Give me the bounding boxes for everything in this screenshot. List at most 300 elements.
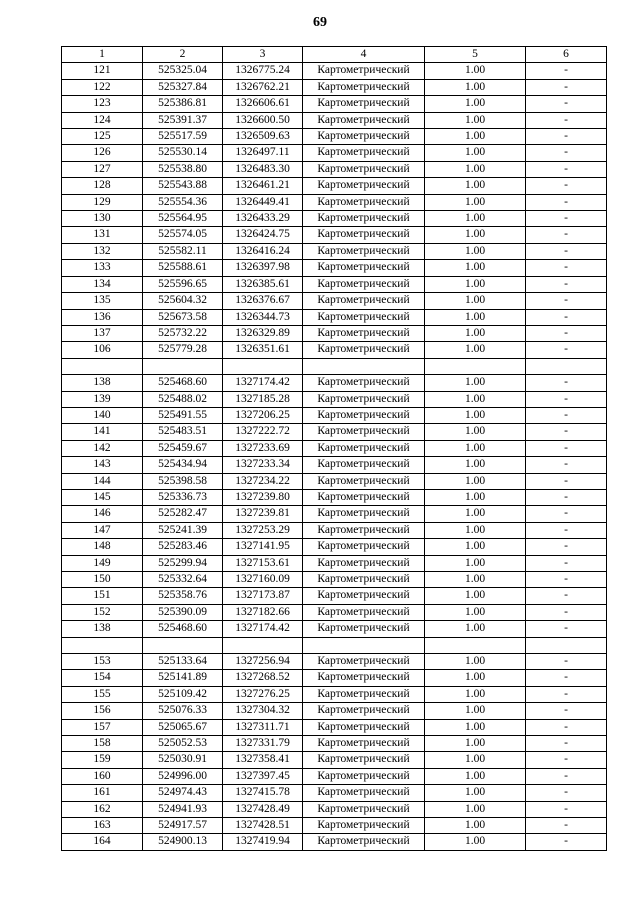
empty-cell [62, 637, 143, 653]
table-cell: 525052.53 [143, 736, 223, 752]
table-cell: Картометрический [303, 801, 425, 817]
empty-cell [223, 637, 303, 653]
empty-cell [223, 358, 303, 374]
table-cell: - [526, 768, 607, 784]
table-cell: - [526, 457, 607, 473]
table-cell: 1.00 [425, 129, 526, 145]
table-cell: - [526, 506, 607, 522]
table-cell: 156 [62, 703, 143, 719]
table-cell: 1.00 [425, 161, 526, 177]
table-cell: Картометрический [303, 178, 425, 194]
table-cell: 525554.36 [143, 194, 223, 210]
table-cell: 525530.14 [143, 145, 223, 161]
table-cell: 1.00 [425, 407, 526, 423]
table-cell: - [526, 654, 607, 670]
table-cell: 525582.11 [143, 243, 223, 259]
table-cell: Картометрический [303, 588, 425, 604]
table-cell: 1326762.21 [223, 79, 303, 95]
table-cell: - [526, 719, 607, 735]
table-row [62, 489, 607, 505]
table-row [62, 211, 607, 227]
table-cell: 1326600.50 [223, 112, 303, 128]
table-cell: 1327239.81 [223, 506, 303, 522]
table-cell: 1327141.95 [223, 539, 303, 555]
table-cell: 155 [62, 686, 143, 702]
table-cell: 1.00 [425, 768, 526, 784]
table-cell: 143 [62, 457, 143, 473]
table-cell: 1326397.98 [223, 260, 303, 276]
empty-cell [425, 637, 526, 653]
table-cell: Картометрический [303, 457, 425, 473]
table-cell: Картометрический [303, 555, 425, 571]
table-cell: - [526, 309, 607, 325]
table-cell: - [526, 342, 607, 358]
table-cell: 130 [62, 211, 143, 227]
empty-cell [303, 637, 425, 653]
table-row [62, 112, 607, 128]
table-cell: 123 [62, 96, 143, 112]
table-cell: 1.00 [425, 604, 526, 620]
table-cell: 524917.57 [143, 818, 223, 834]
table-cell: 1.00 [425, 703, 526, 719]
table-cell: Картометрический [303, 260, 425, 276]
table-cell: Картометрический [303, 96, 425, 112]
table-cell: 1327233.34 [223, 457, 303, 473]
table-cell: 1327428.51 [223, 818, 303, 834]
table-row [62, 63, 607, 79]
table-cell: 1326509.63 [223, 129, 303, 145]
table-cell: 1326424.75 [223, 227, 303, 243]
table-row [62, 539, 607, 555]
table-cell: 134 [62, 276, 143, 292]
table-cell: 524900.13 [143, 834, 223, 850]
table-cell: - [526, 736, 607, 752]
column-header: 5 [425, 47, 526, 63]
table-row [62, 457, 607, 473]
table-cell: - [526, 391, 607, 407]
table-row [62, 736, 607, 752]
table-cell: - [526, 588, 607, 604]
table-cell: 160 [62, 768, 143, 784]
table-row [62, 654, 607, 670]
table-cell: - [526, 243, 607, 259]
table-cell: 1.00 [425, 473, 526, 489]
table-cell: 1.00 [425, 243, 526, 259]
table-cell: Картометрический [303, 440, 425, 456]
table-cell: 1.00 [425, 555, 526, 571]
table-cell: 151 [62, 588, 143, 604]
table-cell: 525732.22 [143, 325, 223, 341]
table-row [62, 260, 607, 276]
table-cell: 525327.84 [143, 79, 223, 95]
table-row [62, 703, 607, 719]
table-cell: 1327311.71 [223, 719, 303, 735]
table-cell: - [526, 489, 607, 505]
table-cell: 1327174.42 [223, 621, 303, 637]
table-cell: 1.00 [425, 834, 526, 850]
empty-cell [143, 637, 223, 653]
table-cell: 1.00 [425, 588, 526, 604]
table-cell: - [526, 818, 607, 834]
table-cell: 1327185.28 [223, 391, 303, 407]
table-cell: - [526, 112, 607, 128]
table-row [62, 325, 607, 341]
table-cell: 1327358.41 [223, 752, 303, 768]
table-cell: Картометрический [303, 834, 425, 850]
table-row [62, 145, 607, 161]
table-cell: 1.00 [425, 506, 526, 522]
table-cell: 525604.32 [143, 293, 223, 309]
table-cell: 1327174.42 [223, 375, 303, 391]
table-cell: - [526, 571, 607, 587]
table-cell: 152 [62, 604, 143, 620]
table-cell: 525325.04 [143, 63, 223, 79]
table-cell: 1.00 [425, 539, 526, 555]
table-cell: Картометрический [303, 686, 425, 702]
table-cell: 525468.60 [143, 621, 223, 637]
table-cell: 1.00 [425, 391, 526, 407]
table-cell: 128 [62, 178, 143, 194]
table-row [62, 506, 607, 522]
table-row [62, 407, 607, 423]
table-row [62, 79, 607, 95]
table-row [62, 555, 607, 571]
table-row [62, 604, 607, 620]
table-row [62, 276, 607, 292]
table-cell: 1.00 [425, 670, 526, 686]
table-cell: 1.00 [425, 457, 526, 473]
table-cell: - [526, 129, 607, 145]
table-row [62, 768, 607, 784]
table-cell: Картометрический [303, 194, 425, 210]
table-cell: 525141.89 [143, 670, 223, 686]
table-cell: 1327256.94 [223, 654, 303, 670]
table-cell: 525390.09 [143, 604, 223, 620]
table-cell: Картометрический [303, 129, 425, 145]
table-row [62, 752, 607, 768]
table-cell: 525538.80 [143, 161, 223, 177]
column-header: 2 [143, 47, 223, 63]
table-cell: 1.00 [425, 440, 526, 456]
table-cell: 1327276.25 [223, 686, 303, 702]
table-cell: 148 [62, 539, 143, 555]
table-cell: - [526, 834, 607, 850]
table-cell: Картометрический [303, 752, 425, 768]
table-cell: - [526, 785, 607, 801]
table-cell: 525588.61 [143, 260, 223, 276]
coordinates-table [61, 46, 607, 851]
table-cell: 161 [62, 785, 143, 801]
table-cell: 1326775.24 [223, 63, 303, 79]
table-cell: 127 [62, 161, 143, 177]
table-cell: Картометрический [303, 309, 425, 325]
table-cell: 1327233.69 [223, 440, 303, 456]
empty-cell [526, 358, 607, 374]
table-row [62, 375, 607, 391]
table-cell: 1.00 [425, 293, 526, 309]
table-cell: Картометрический [303, 325, 425, 341]
table-cell: Картометрический [303, 703, 425, 719]
table-cell: - [526, 145, 607, 161]
table-cell: 121 [62, 63, 143, 79]
table-cell: Картометрический [303, 63, 425, 79]
table-cell: Картометрический [303, 112, 425, 128]
table-cell: 1.00 [425, 489, 526, 505]
table-cell: 1326329.89 [223, 325, 303, 341]
table-cell: 139 [62, 391, 143, 407]
table-cell: 1326376.67 [223, 293, 303, 309]
table-cell: Картометрический [303, 768, 425, 784]
table-cell: 1326483.30 [223, 161, 303, 177]
table-cell: 150 [62, 571, 143, 587]
table-cell: 1327304.32 [223, 703, 303, 719]
table-cell: - [526, 276, 607, 292]
table-cell: 1.00 [425, 178, 526, 194]
table-cell: 1327415.78 [223, 785, 303, 801]
table-cell: Картометрический [303, 145, 425, 161]
table-cell: 1.00 [425, 571, 526, 587]
table-cell: 1326351.61 [223, 342, 303, 358]
table-cell: 525076.33 [143, 703, 223, 719]
table-cell: 1327239.80 [223, 489, 303, 505]
table-cell: 525299.94 [143, 555, 223, 571]
table-cell: 1327234.22 [223, 473, 303, 489]
table-cell: 1326497.11 [223, 145, 303, 161]
table-cell: 1.00 [425, 325, 526, 341]
table-cell: 162 [62, 801, 143, 817]
table-cell: - [526, 79, 607, 95]
table-cell: 133 [62, 260, 143, 276]
table-cell: 1326344.73 [223, 309, 303, 325]
table-cell: - [526, 211, 607, 227]
table-cell: 525332.64 [143, 571, 223, 587]
table-cell: 124 [62, 112, 143, 128]
column-header: 3 [223, 47, 303, 63]
table-cell: 164 [62, 834, 143, 850]
table-cell: 163 [62, 818, 143, 834]
table-cell: 1.00 [425, 801, 526, 817]
table-cell: 1327253.29 [223, 522, 303, 538]
table-cell: 1326385.61 [223, 276, 303, 292]
table-cell: 157 [62, 719, 143, 735]
table-cell: - [526, 621, 607, 637]
table-cell: 136 [62, 309, 143, 325]
table-cell: Картометрический [303, 621, 425, 637]
table-cell: - [526, 375, 607, 391]
table-row [62, 391, 607, 407]
table-cell: 524996.00 [143, 768, 223, 784]
table-cell: 1.00 [425, 211, 526, 227]
table-cell: 132 [62, 243, 143, 259]
table-body [62, 63, 607, 850]
table-cell: Картометрический [303, 539, 425, 555]
table-cell: 1.00 [425, 342, 526, 358]
table-cell: 1.00 [425, 752, 526, 768]
table-cell: - [526, 539, 607, 555]
table-cell: 106 [62, 342, 143, 358]
table-cell: 137 [62, 325, 143, 341]
table-cell: 126 [62, 145, 143, 161]
table-cell: 1.00 [425, 522, 526, 538]
table-row [62, 621, 607, 637]
table-cell: Картометрический [303, 736, 425, 752]
table-cell: - [526, 473, 607, 489]
table-cell: Картометрический [303, 719, 425, 735]
table-cell: 147 [62, 522, 143, 538]
table-cell: - [526, 686, 607, 702]
table-cell: 1.00 [425, 276, 526, 292]
table-cell: - [526, 96, 607, 112]
table-cell: - [526, 260, 607, 276]
table-cell: Картометрический [303, 654, 425, 670]
table-row [62, 440, 607, 456]
table-cell: 145 [62, 489, 143, 505]
table-cell: Картометрический [303, 522, 425, 538]
table-row [62, 309, 607, 325]
table-row [62, 342, 607, 358]
table-row [62, 194, 607, 210]
table-cell: 525517.59 [143, 129, 223, 145]
table-cell: - [526, 555, 607, 571]
table-cell: - [526, 325, 607, 341]
table-cell: 144 [62, 473, 143, 489]
table-cell: 525596.65 [143, 276, 223, 292]
table-cell: 1.00 [425, 654, 526, 670]
table-cell: - [526, 194, 607, 210]
table-cell: Картометрический [303, 211, 425, 227]
table-cell: 525564.95 [143, 211, 223, 227]
table-cell: 525459.67 [143, 440, 223, 456]
table-cell: 524941.93 [143, 801, 223, 817]
table-cell: - [526, 670, 607, 686]
table-cell: 525030.91 [143, 752, 223, 768]
page-number: 69 [313, 15, 327, 30]
empty-cell [303, 358, 425, 374]
table-cell: - [526, 161, 607, 177]
table-row [62, 670, 607, 686]
empty-cell [62, 358, 143, 374]
table-row [62, 178, 607, 194]
table-cell: Картометрический [303, 818, 425, 834]
table-row [62, 96, 607, 112]
table-cell: 1.00 [425, 309, 526, 325]
table-cell: 1.00 [425, 112, 526, 128]
table-cell: 1327222.72 [223, 424, 303, 440]
table-cell: 129 [62, 194, 143, 210]
table-cell: 525241.39 [143, 522, 223, 538]
table-cell: 525386.81 [143, 96, 223, 112]
table-cell: - [526, 227, 607, 243]
table-cell: 149 [62, 555, 143, 571]
table-cell: 153 [62, 654, 143, 670]
table-cell: 524974.43 [143, 785, 223, 801]
table-cell: 525488.02 [143, 391, 223, 407]
table-row [62, 785, 607, 801]
table-cell: 525491.55 [143, 407, 223, 423]
table-cell: 1327153.61 [223, 555, 303, 571]
table-cell: 525336.73 [143, 489, 223, 505]
table-cell: 159 [62, 752, 143, 768]
table-cell: 1.00 [425, 686, 526, 702]
table-cell: Картометрический [303, 375, 425, 391]
table-row [62, 801, 607, 817]
table-cell: - [526, 752, 607, 768]
table-cell: Картометрический [303, 243, 425, 259]
table-cell: Картометрический [303, 79, 425, 95]
table-cell: Картометрический [303, 785, 425, 801]
table-cell: 1326416.24 [223, 243, 303, 259]
table-cell: Картометрический [303, 342, 425, 358]
table-cell: - [526, 440, 607, 456]
table-cell: 1.00 [425, 424, 526, 440]
table-cell: 1.00 [425, 719, 526, 735]
group-separator-row [62, 358, 607, 374]
table-cell: Картометрический [303, 424, 425, 440]
table-cell: Картометрический [303, 293, 425, 309]
group-separator-row [62, 637, 607, 653]
table-row [62, 424, 607, 440]
table-cell: 154 [62, 670, 143, 686]
table-cell: 1.00 [425, 375, 526, 391]
table-cell: Картометрический [303, 407, 425, 423]
table-row [62, 686, 607, 702]
table-cell: 525434.94 [143, 457, 223, 473]
table-cell: Картометрический [303, 571, 425, 587]
table-cell: 525133.64 [143, 654, 223, 670]
column-header: 4 [303, 47, 425, 63]
table-cell: 1.00 [425, 736, 526, 752]
table-cell: 138 [62, 375, 143, 391]
table-cell: 525109.42 [143, 686, 223, 702]
table-cell: 1.00 [425, 621, 526, 637]
table-cell: 1.00 [425, 785, 526, 801]
table-cell: Картометрический [303, 506, 425, 522]
table-cell: 142 [62, 440, 143, 456]
table-row [62, 161, 607, 177]
table-cell: 146 [62, 506, 143, 522]
table-cell: - [526, 178, 607, 194]
table-cell: 1326606.61 [223, 96, 303, 112]
table-cell: Картометрический [303, 489, 425, 505]
table-cell: Картометрический [303, 161, 425, 177]
table-cell: 1327206.25 [223, 407, 303, 423]
table-cell: 525779.28 [143, 342, 223, 358]
table-cell: Картометрический [303, 276, 425, 292]
table-cell: 525282.47 [143, 506, 223, 522]
table-cell: 525673.58 [143, 309, 223, 325]
empty-cell [526, 637, 607, 653]
column-header: 6 [526, 47, 607, 63]
table-cell: 1.00 [425, 227, 526, 243]
table-cell: Картометрический [303, 670, 425, 686]
table-cell: 122 [62, 79, 143, 95]
table-cell: - [526, 522, 607, 538]
table-cell: 140 [62, 407, 143, 423]
table-cell: Картометрический [303, 391, 425, 407]
table-cell: 1326449.41 [223, 194, 303, 210]
table-cell: 1327397.45 [223, 768, 303, 784]
table-cell: 525358.76 [143, 588, 223, 604]
table-cell: 1.00 [425, 194, 526, 210]
table-cell: - [526, 703, 607, 719]
table-cell: 525065.67 [143, 719, 223, 735]
table-cell: 1.00 [425, 145, 526, 161]
table-cell: 1327428.49 [223, 801, 303, 817]
table-row [62, 473, 607, 489]
table-row [62, 818, 607, 834]
table-cell: 1327419.94 [223, 834, 303, 850]
table-row [62, 227, 607, 243]
